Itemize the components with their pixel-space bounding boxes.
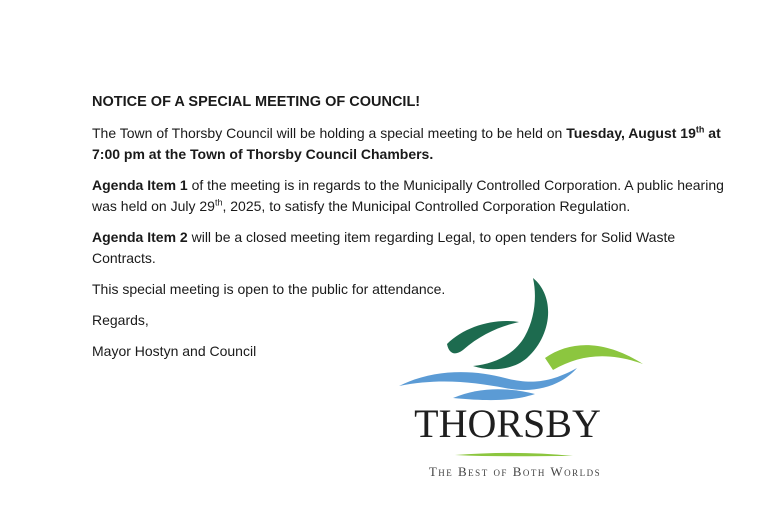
agenda-item-2-text: will be a closed meeting item regarding Legal, to open tenders for Solid Waste Contracts.: [92, 229, 676, 266]
agenda-item-1-text-b: , 2025, to satisfy the Municipal Controlled Corporation Regulation.: [222, 198, 631, 214]
agenda-item-1-label: Agenda Item 1: [92, 177, 188, 193]
meeting-date-suffix: th: [695, 124, 705, 135]
meeting-date: Tuesday, August 19: [566, 125, 696, 141]
agenda-item-1-paragraph: [92, 175, 732, 217]
thorsby-logo: [395, 274, 650, 489]
logo-light-green-wave: [545, 345, 643, 370]
logo-tagline: The Best of Both Worlds: [428, 464, 602, 479]
logo-graphic: [395, 274, 650, 404]
meeting-details-text: The Town of Thorsby Council will be holding a special meeting to be held on: [92, 125, 567, 141]
meeting-time-location: at 7:00 pm at the Town of Thorsby Council Chambers.: [92, 125, 721, 162]
logo-dark-green-swoosh: [447, 321, 519, 353]
logo-underline: [395, 452, 650, 460]
agenda-item-2-label: Agenda Item 2: [92, 229, 188, 245]
agenda-item-2-paragraph: [92, 227, 732, 269]
agenda-item-1-text-a: of the meeting is in regards to the Municipally Controlled Corporation. A public hearing was held on July 29: [92, 177, 724, 214]
notice-title: NOTICE OF A SPECIAL MEETING OF COUNCIL!: [92, 94, 421, 110]
meeting-details-paragraph: [92, 123, 732, 165]
logo-blue-wave-lower: [453, 389, 535, 400]
regards-text: Regards,: [92, 312, 149, 328]
agenda-item-1-suffix: th: [214, 197, 223, 208]
logo-wordmark: THORSBY: [414, 401, 601, 446]
logo-underline-green: [455, 453, 573, 456]
public-attendance-text: This special meeting is open to the public for attendance.: [92, 281, 446, 297]
logo-blue-wave-upper: [399, 368, 577, 390]
signature-text: Mayor Hostyn and Council: [92, 343, 257, 359]
